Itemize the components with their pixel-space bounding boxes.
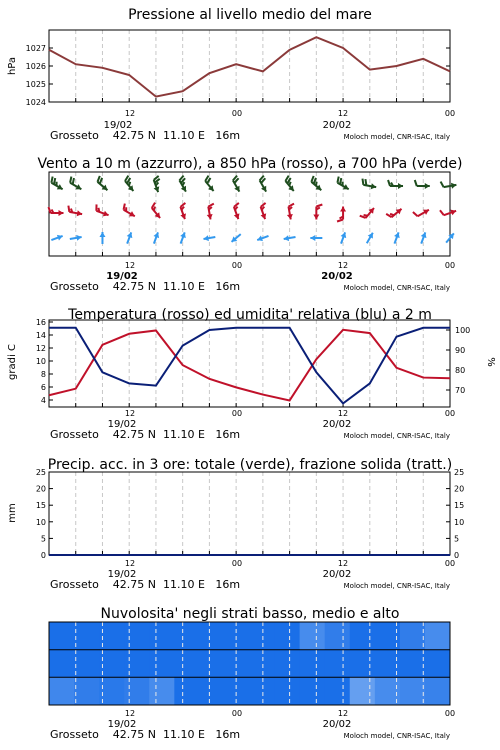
wind-barb <box>364 215 368 216</box>
temperature-left-ticks <box>36 318 53 405</box>
humidity-ylabel: % <box>485 357 496 367</box>
cloud-cell-basso <box>199 677 225 705</box>
precip-ytick: 0 <box>40 551 46 560</box>
precip-ytick: 25 <box>35 468 46 477</box>
wind-barb <box>289 182 290 186</box>
wind-barb <box>316 182 317 186</box>
wind-head <box>340 207 346 212</box>
clouds-location: Grosseto 42.75 N 11.10 E 16m <box>50 728 241 741</box>
wind-arrow-850-hPa <box>234 203 240 219</box>
clouds-xtick: 12 <box>337 709 349 718</box>
precip-xtick: 00 <box>444 559 456 568</box>
wind-arrow-10-m <box>180 232 186 243</box>
temperature-ytick: 14 <box>35 331 46 340</box>
wind-location: Grosseto 42.75 N 11.10 E 16m <box>50 280 241 293</box>
wind-arrow-850-hPa <box>261 203 267 219</box>
cloud-cell-medio <box>224 650 250 678</box>
wind-arrow-700-hPa <box>233 176 240 192</box>
wind-arrow-700-hPa <box>441 182 457 189</box>
cloud-cell-medio <box>74 650 100 678</box>
precip-x-axis <box>50 559 455 591</box>
precip-ytick-right: 25 <box>454 468 465 477</box>
temperature-ytick: 6 <box>40 383 46 392</box>
precip-xtick: 12 <box>124 559 136 568</box>
precip-xtick: 00 <box>231 559 243 568</box>
pressure-title: Pressione al livello medio del mare <box>128 7 372 23</box>
temperature-xtick: 00 <box>444 409 456 418</box>
wind-arrow-850-hPa <box>287 204 294 220</box>
cloud-cell-alto <box>49 622 75 650</box>
wind-barb <box>440 210 444 215</box>
cloud-cell-medio <box>174 650 200 678</box>
precip-panel <box>7 457 464 591</box>
cloud-cell-alto <box>425 622 451 650</box>
wind-arrow-850-hPa <box>413 210 429 217</box>
wind-title: Vento a 10 m (azzurro), a 850 hPa (rosso), a 700 hPa (verde) <box>37 156 463 172</box>
wind-arrow-850-hPa <box>313 205 322 220</box>
wind-head <box>99 232 105 237</box>
temperature-series <box>49 328 450 404</box>
cloud-cell-alto <box>300 622 326 650</box>
wind-barb <box>124 204 125 210</box>
cloud-cell-basso <box>149 677 175 705</box>
wind-arrow-10-m <box>99 232 105 244</box>
pressure-ytick: 1027 <box>25 44 46 53</box>
temperature-ylabel: gradi C <box>7 344 18 380</box>
temperature-grid <box>76 320 424 407</box>
clouds-model: Moloch model, CNR-ISAC, Italy <box>343 732 450 740</box>
wind-head <box>313 215 319 220</box>
wind-date: 20/02 <box>321 271 353 282</box>
wind-barb <box>51 177 52 183</box>
cloud-cell-medio <box>250 650 276 678</box>
wind-head <box>425 183 430 189</box>
cloud-cell-medio <box>300 650 326 678</box>
clouds-date: 20/02 <box>322 719 352 730</box>
wind-date: 19/02 <box>106 271 138 282</box>
pressure-xtick: 12 <box>337 109 349 118</box>
wind-arrow-850-hPa <box>180 203 186 219</box>
pressure-ytick: 1026 <box>25 62 46 71</box>
temperature-xtick: 12 <box>124 409 136 418</box>
wind-arrow-700-hPa <box>388 180 403 189</box>
cloud-cell-alto <box>250 622 276 650</box>
cloud-cell-basso <box>350 677 376 705</box>
wind-x-axis <box>50 261 455 293</box>
wind-barb <box>415 180 417 186</box>
precip-ytick-right: 0 <box>454 551 460 560</box>
precip-frame <box>49 472 450 555</box>
precip-grid <box>76 472 424 555</box>
cloud-cell-medio <box>124 650 150 678</box>
wind-model: Moloch model, CNR-ISAC, Italy <box>343 284 450 292</box>
wind-head <box>310 235 315 241</box>
wind-barb <box>441 182 444 188</box>
wind-xtick: 12 <box>124 261 136 270</box>
wind-arrow-850-hPa <box>337 207 346 222</box>
wind-barb <box>262 207 265 210</box>
temperature-panel <box>7 307 496 441</box>
pressure-date: 19/02 <box>103 120 133 131</box>
temperature-line <box>49 330 450 401</box>
precip-date: 19/02 <box>107 569 137 580</box>
wind-arrow-700-hPa <box>285 176 293 191</box>
cloud-cell-alto <box>275 622 301 650</box>
pressure-series <box>49 37 450 96</box>
wind-arrow-700-hPa <box>125 176 133 191</box>
wind-barb <box>388 180 390 186</box>
clouds-date: 19/02 <box>107 719 137 730</box>
clouds-panel <box>49 606 455 741</box>
wind-barb <box>288 204 294 207</box>
wind-barb <box>337 177 338 183</box>
clouds-title: Nuvolosita' negli strati basso, medio e alto <box>100 606 400 622</box>
cloud-cell-medio <box>350 650 376 678</box>
cloud-cell-alto <box>350 622 376 650</box>
cloud-cell-alto <box>400 622 426 650</box>
clouds-xtick: 12 <box>124 709 136 718</box>
precip-ytick-right: 10 <box>454 517 465 527</box>
wind-arrow-700-hPa <box>154 176 160 192</box>
temperature-ytick: 10 <box>35 357 46 366</box>
wind-arrow-10-m <box>341 232 347 243</box>
cloud-cell-alto <box>74 622 100 650</box>
temperature-date: 19/02 <box>107 419 137 430</box>
wind-series <box>49 176 457 244</box>
wind-arrow-700-hPa <box>205 176 213 191</box>
cloud-cell-medio <box>425 650 451 678</box>
wind-barb <box>70 177 71 183</box>
wind-xtick: 12 <box>337 261 349 270</box>
pressure-date: 20/02 <box>322 120 352 131</box>
precip-ytick-right: 5 <box>454 534 460 544</box>
precip-y-ticks <box>36 468 464 560</box>
pressure-xtick: 12 <box>124 109 136 118</box>
precip-model: Moloch model, CNR-ISAC, Italy <box>343 582 450 590</box>
wind-barb <box>316 205 322 207</box>
wind-barb <box>71 209 72 213</box>
humidity-ytick: 80 <box>455 366 466 375</box>
clouds-cells <box>49 622 451 705</box>
precip-ytick: 15 <box>35 501 46 511</box>
cloud-cell-basso <box>425 677 451 705</box>
cloud-cell-basso <box>49 677 75 705</box>
precip-ytick-right: 20 <box>454 484 465 494</box>
wind-barb <box>68 206 69 212</box>
wind-xtick: 00 <box>444 261 456 270</box>
cloud-cell-alto <box>325 622 351 650</box>
wind-arrow-10-m <box>421 232 427 243</box>
cloud-cell-alto <box>224 622 250 650</box>
pressure-y-ticks <box>26 44 450 107</box>
precip-location: Grosseto 42.75 N 11.10 E 16m <box>50 578 241 591</box>
clouds-xtick: 00 <box>231 709 243 718</box>
wind-panel <box>37 156 462 293</box>
wind-barb <box>181 207 184 210</box>
wind-arrow-10-m <box>394 232 400 243</box>
pressure-xtick: 00 <box>444 109 456 118</box>
wind-arrow-700-hPa <box>415 180 430 189</box>
temperature-model: Moloch model, CNR-ISAC, Italy <box>343 432 450 440</box>
wind-xtick: 00 <box>231 261 243 270</box>
precip-ytick: 20 <box>35 484 46 494</box>
wind-barb <box>129 182 130 186</box>
wind-barb <box>413 212 418 216</box>
humidity-ytick: 100 <box>455 326 471 335</box>
cloud-cell-medio <box>149 650 175 678</box>
wind-arrow-850-hPa <box>440 210 456 216</box>
clouds-x-axis <box>50 709 455 741</box>
pressure-ylabel: hPa <box>7 56 18 76</box>
wind-arrow-850-hPa <box>360 208 374 218</box>
wind-arrow-700-hPa <box>260 176 267 192</box>
cloud-cell-basso <box>124 677 150 705</box>
wind-barb <box>365 179 366 185</box>
wind-head <box>59 210 64 216</box>
temperature-ytick: 8 <box>40 370 46 379</box>
precip-ylabel: mm <box>7 503 18 523</box>
temperature-ytick: 4 <box>40 396 46 405</box>
wind-arrow-700-hPa <box>179 176 186 192</box>
humidity-ytick: 70 <box>455 386 466 395</box>
pressure-xtick: 00 <box>231 109 243 118</box>
wind-barb <box>235 207 238 210</box>
wind-barb <box>73 178 74 184</box>
cloud-cell-basso <box>74 677 100 705</box>
precip-ytick: 5 <box>40 534 46 544</box>
cloud-cell-medio <box>400 650 426 678</box>
wind-barb <box>54 178 55 184</box>
pressure-ytick: 1024 <box>25 98 46 107</box>
temperature-frame <box>49 320 450 407</box>
wind-barb <box>340 178 341 184</box>
temperature-date: 20/02 <box>322 419 352 430</box>
humidity-line <box>49 328 450 404</box>
temperature-location: Grosseto 42.75 N 11.10 E 16m <box>50 428 241 441</box>
cloud-cell-alto <box>199 622 225 650</box>
cloud-cell-basso <box>174 677 200 705</box>
wind-barb <box>97 176 99 182</box>
wind-barb <box>100 178 102 184</box>
cloud-cell-basso <box>275 677 301 705</box>
pressure-line <box>49 37 450 96</box>
wind-arrow-10-m <box>367 233 373 243</box>
cloud-cell-basso <box>224 677 250 705</box>
wind-arrow-850-hPa <box>49 207 64 216</box>
precip-ytick-right: 15 <box>454 501 465 511</box>
wind-arrow-850-hPa <box>386 209 401 217</box>
wind-arrow-10-m <box>153 232 159 243</box>
pressure-location: Grosseto 42.75 N 11.10 E 16m <box>50 129 241 142</box>
cloud-cell-medio <box>275 650 301 678</box>
temperature-xtick: 00 <box>231 409 243 418</box>
wind-arrow-700-hPa <box>51 177 62 190</box>
precip-xtick: 12 <box>337 559 349 568</box>
wind-barb <box>154 207 155 211</box>
wind-arrow-10-m <box>51 235 62 241</box>
cloud-cell-medio <box>325 650 351 678</box>
wind-barb <box>390 214 394 215</box>
wind-barb <box>98 208 99 212</box>
cloud-cell-alto <box>149 622 175 650</box>
temperature-ytick: 16 <box>35 318 46 327</box>
precip-date: 20/02 <box>322 569 352 580</box>
cloud-cell-basso <box>325 677 351 705</box>
wind-arrow-850-hPa <box>207 204 214 220</box>
wind-barb <box>362 179 363 185</box>
precip-title: Precip. acc. in 3 ore: totale (verde), frazione solida (tratt.) <box>47 457 453 473</box>
pressure-grid <box>76 30 424 102</box>
temperature-title: Temperatura (rosso) ed umidita' relativa (blu) a 2 m <box>68 307 432 323</box>
cloud-cell-basso <box>400 677 426 705</box>
cloud-cell-basso <box>300 677 326 705</box>
pressure-model: Moloch model, CNR-ISAC, Italy <box>343 133 450 141</box>
cloud-cell-medio <box>199 650 225 678</box>
precip-ytick: 10 <box>35 517 46 527</box>
wind-arrow-10-m <box>127 232 133 243</box>
cloud-cell-medio <box>49 650 75 678</box>
wind-barb <box>337 220 343 222</box>
humidity-ytick: 90 <box>455 346 466 355</box>
cloud-cell-basso <box>250 677 276 705</box>
pressure-ytick: 1025 <box>25 80 46 89</box>
pressure-x-axis <box>50 109 455 142</box>
wind-barb <box>208 204 214 207</box>
cloud-cell-alto <box>124 622 150 650</box>
wind-barb <box>311 176 313 182</box>
temperature-xtick: 12 <box>337 409 349 418</box>
temperature-ytick: 12 <box>35 344 46 353</box>
pressure-panel <box>7 7 455 142</box>
cloud-cell-alto <box>174 622 200 650</box>
temperature-x-axis <box>50 409 455 441</box>
clouds-xtick: 00 <box>444 709 456 718</box>
wind-head <box>398 183 403 189</box>
